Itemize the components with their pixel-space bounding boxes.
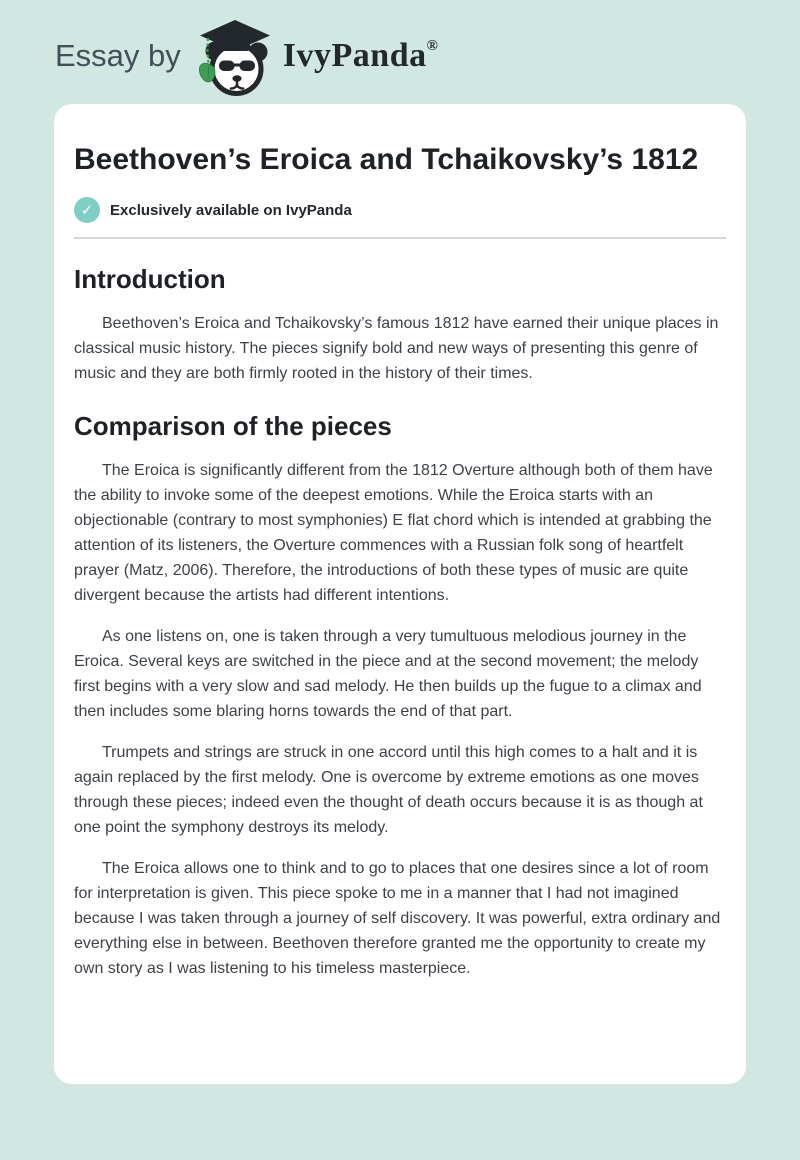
brand-wordmark: IvyPanda bbox=[282, 37, 427, 74]
essay-card bbox=[54, 104, 746, 1084]
exclusive-badge-label: Exclusively available on IvyPanda bbox=[110, 201, 352, 219]
registered-mark: ® bbox=[426, 38, 439, 54]
paragraph: Beethoven’s Eroica and Tchaikovsky’s famous 1812 have earned their unique places in classical music history. The pieces signify bold and new ways of presenting this genre of music and they are both firmly rooted in the history of their times. bbox=[74, 315, 719, 382]
ivypanda-panda-logo-icon bbox=[197, 19, 271, 97]
check-icon: ✓ bbox=[74, 197, 100, 223]
essay-by-label: Essay by bbox=[55, 38, 181, 73]
site-header bbox=[0, 0, 800, 86]
section-heading-introduction: Introduction bbox=[74, 264, 226, 294]
paragraph: Trumpets and strings are struck in one accord until this high comes to a halt and it is again replaced by the first melody. One is overcome by extreme emotions as one moves through these pieces; indeed even the thought of death occurs because it is as though at one point the symphony destroys its melody. bbox=[74, 744, 703, 836]
paragraph: The Eroica allows one to think and to go to places that one desires since a lot of room for interpretation is given. This piece spoke to me in a manner that I had not imagined because I was taken through a journey of self discovery. It was powerful, extra ordinary and everything else in between. Beethoven therefore granted me the opportunity to create my own story as I was listening to his timeless masterpiece. bbox=[74, 860, 721, 977]
essay-title: Beethoven’s Eroica and Tchaikovsky’s 1812 bbox=[74, 143, 699, 176]
brand-name bbox=[283, 37, 439, 75]
paragraph: The Eroica is significantly different from the 1812 Overture although both of them have the ability to invoke some of the deepest emotions. While the Eroica starts with an objectionable (contrary to most symphonies) E flat chord which is intended at grabbing the attention of its listeners, the Overture commences with a Russian folk song of heartfelt prayer (Matz, 2006). Therefore, the introductions of both these types of music are quite divergent because the artists had different intentions. bbox=[74, 462, 713, 604]
paragraph: As one listens on, one is taken through a very tumultuous melodious journey in the Eroica. Several keys are switched in the piece and at the second movement; the melody first begins with a very slow and sad melody. He then builds up the fugue to a climax and then includes some blaring horns towards the end of that part. bbox=[74, 628, 702, 720]
section-heading-comparison: Comparison of the pieces bbox=[74, 411, 392, 441]
divider bbox=[74, 237, 726, 239]
exclusive-badge bbox=[74, 197, 726, 223]
